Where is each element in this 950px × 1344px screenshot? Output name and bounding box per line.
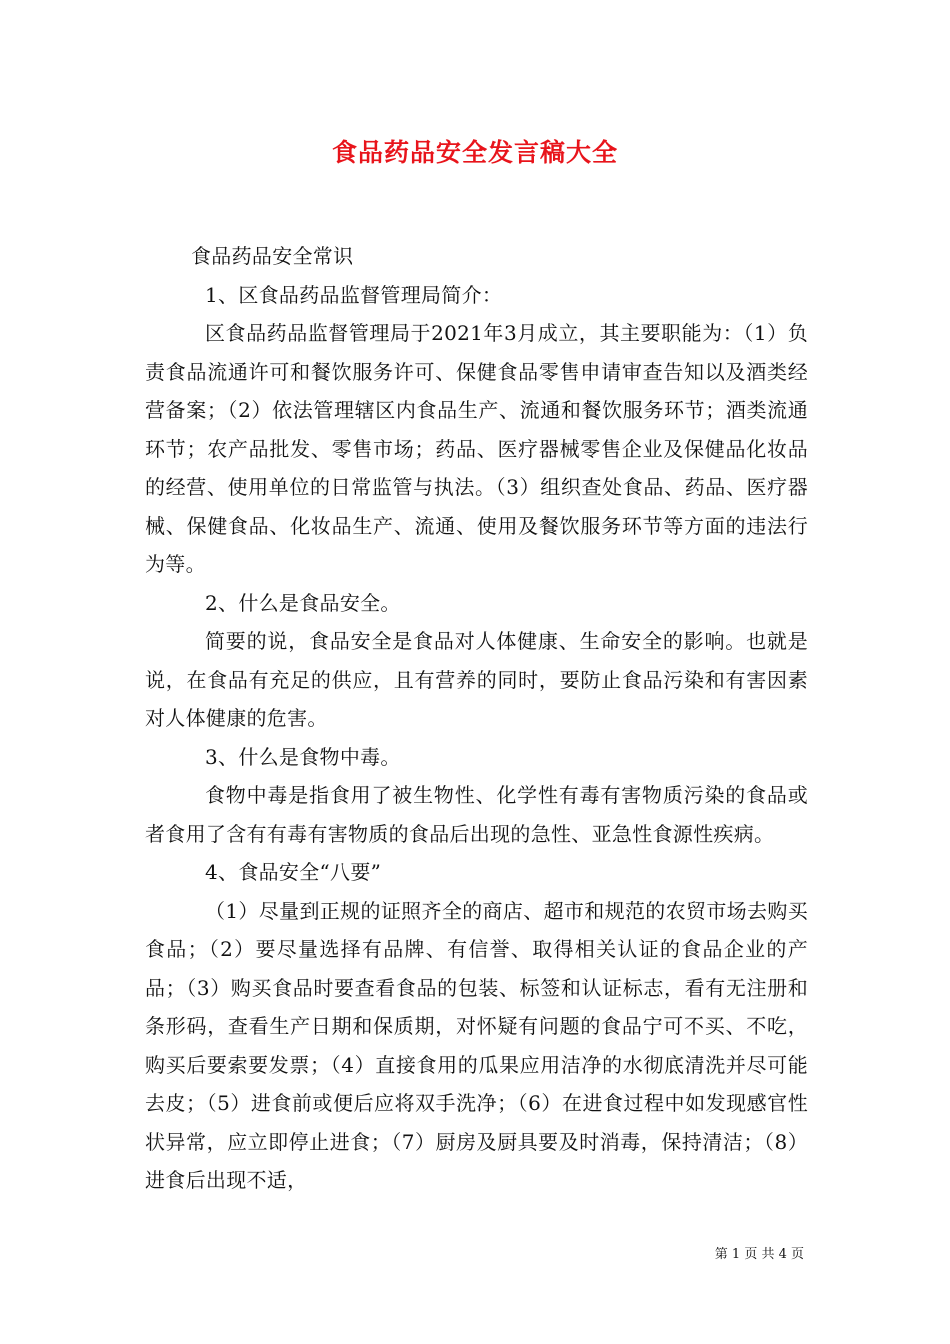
paragraph-heading: 食品药品安全常识	[191, 244, 354, 268]
paragraph-section-4: 4、食品安全“八要”	[205, 860, 382, 884]
paragraph-bureau-intro: 区食品药品监督管理局于2021年3月成立，其主要职能为：（1）负责食品流通许可和餐饮服务许可、保健食品零售申请审查告知以及酒类经营备案；（2）依法管理辖区内食品生产、流通和餐饮服务环节；酒类流通环节；农产品批发、零售市场；药品、医疗器械零售企业及保健品化妆品的经营、使用单位的日常监管与执法。（3）组织查处食品、药品、医疗器械、保健食品、化妆品生产、流通、使用及餐饮服务环节等方面的违法行为等。	[145, 321, 808, 576]
paragraph-section-1: 1、区食品药品监督管理局简介：	[205, 282, 503, 307]
page-number: 第 1 页 共 4 页	[714, 1247, 804, 1262]
paragraph-section-3: 3、什么是食物中毒。	[205, 744, 401, 769]
paragraph-food-poisoning-definition: 食物中毒是指食用了被生物性、化学性有毒有害物质污染的食品或者食用了含有有毒有害物质的食品后出现的急性、亚急性食源性疾病。	[145, 783, 808, 846]
paragraph-eight-rules: （1）尽量到正规的证照齐全的商店、超市和规范的农贸市场去购买食品；（2）要尽量选择有品牌、有信誉、取得相关认证的食品企业的产品；（3）购买食品时要查看食品的包装、标签和认证标志，看有无注册和条形码，查看生产日期和保质期，对怀疑有问题的食品宁可不买、不吃，购买后要索要发票；（4）直接食用的瓜果应用洁净的水彻底清洗并尽可能去皮；（5）进食前或便后应将双手洗净；（6）在进食过程中如发现感官性状异常，应立即停止进食；（7）厨房及厨具要及时消毒，保持清洁；（8）进食后出现不适，	[145, 898, 808, 1192]
paragraph-food-safety-definition: 简要的说，食品安全是食品对人体健康、生命安全的影响。也就是说，在食品有充足的供应，且有营养的同时，要防止食品污染和有害因素对人体健康的危害。	[145, 629, 808, 730]
document-body	[145, 237, 808, 1200]
paragraph-section-2: 2、什么是食品安全。	[205, 590, 401, 615]
document-title: 食品药品安全发言稿大全	[331, 138, 618, 167]
